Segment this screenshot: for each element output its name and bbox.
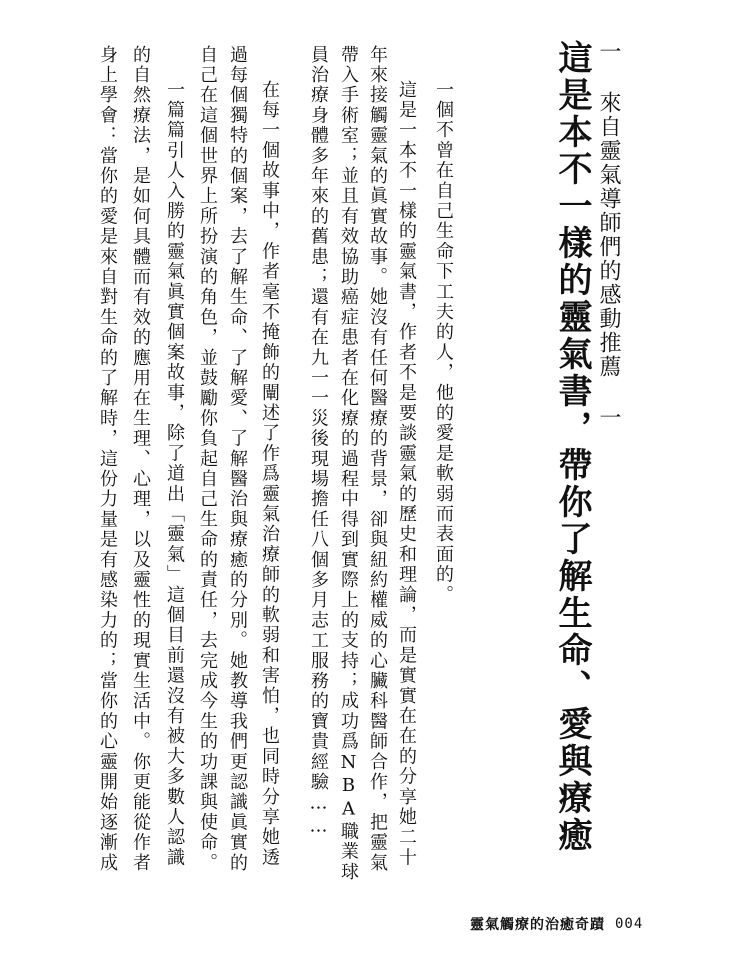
- page-number: 004: [615, 916, 644, 932]
- body-column: 一個不曾在自己生命下工夫的人，他的愛是軟弱而表面的。: [433, 80, 454, 606]
- body-column: 年來接觸靈氣的眞實故事。她沒有任何醫療的背景，卻與紐約權威的心臟科醫師合作，把靈氣: [367, 45, 388, 874]
- body-column: 的自然療法，是如何具體而有效的應用在生理、心理，以及靈性的現實生活中。你更能從作者: [130, 45, 151, 874]
- page-footer: [470, 914, 670, 934]
- body-column: 這是一本不一樣的靈氣書，作者不是要談靈氣的歷史和理論，而是實實在在的分享她二十: [396, 80, 417, 868]
- running-book-title: 靈氣觸療的治癒奇蹟: [470, 917, 605, 933]
- body-column: 身上學會：當你的愛是來自對生命的了解時，這份力量是有感染力的；當你的心靈開始逐漸成: [97, 45, 118, 874]
- body-column: 一篇篇引人入勝的靈氣眞實個案故事，除了道出「靈氣」這個目前還沒有被大多數人認識: [164, 80, 185, 868]
- body-column: 員治療身體多年來的舊患；還有在九一一災後現場擔任八個多月志工服務的寶貴經驗……: [308, 45, 329, 839]
- body-column: 帶入手術室；並且有效協助癌症患者在化療的過程中得到實際上的支持；成功爲NBA職業球: [338, 45, 359, 883]
- body-column: 過每個獨特的個案，去了解生命、了解愛、了解醫治與療癒的分別。她教導我們更認識眞實的: [227, 45, 248, 874]
- body-column: 自己在這個世界上所扮演的角色，並鼓勵你負起自己生命的責任，去完成今生的功課與使命。: [197, 45, 218, 874]
- section-subtitle: 一 來自靈氣導師們的感動推薦 一: [596, 40, 621, 430]
- page-title: 這是本不一樣的靈氣書，帶你了解生命、愛與療癒: [552, 40, 592, 854]
- body-column: 在每一個故事中，作者毫不掩飾的闡述了作爲靈氣治療師的軟弱和害怕，也同時分享她透: [259, 80, 280, 868]
